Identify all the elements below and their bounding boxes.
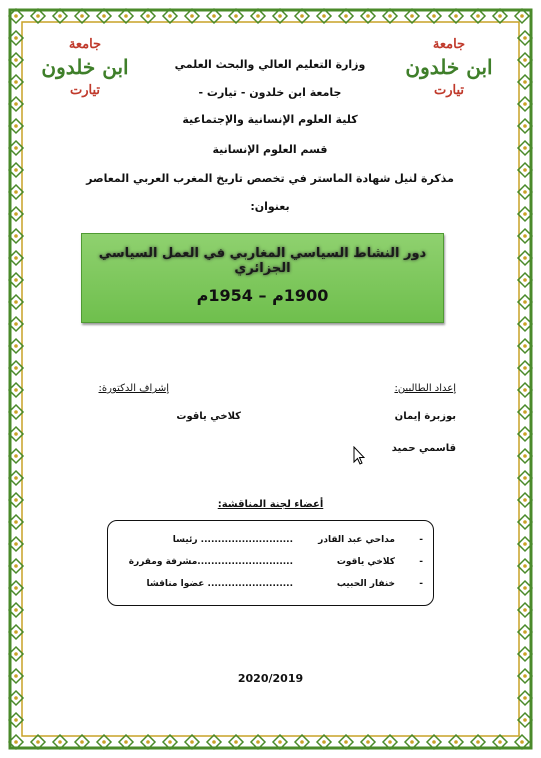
member-role: ............................مشرفة ومقررة xyxy=(128,557,293,567)
border-dot xyxy=(256,740,260,744)
border-dot xyxy=(523,234,527,238)
border-dot xyxy=(523,388,527,392)
border-dot xyxy=(454,14,458,18)
border-dot xyxy=(410,740,414,744)
border-dot xyxy=(14,344,18,348)
member-name: كلاخي ياقوت xyxy=(336,557,395,567)
logo-line-1: جامعة xyxy=(432,37,466,52)
border-dot xyxy=(190,14,194,18)
border-dot xyxy=(14,278,18,282)
border-dot xyxy=(36,740,40,744)
border-dot xyxy=(523,366,527,370)
member-name: خنفار الحبيب xyxy=(336,579,395,589)
border-dot xyxy=(14,366,18,370)
committee-row xyxy=(108,579,433,595)
academic-year: 2020/2019 xyxy=(237,672,304,685)
border-dot xyxy=(14,146,18,150)
border-dot xyxy=(523,520,527,524)
border-dot xyxy=(523,718,527,722)
border-dot xyxy=(523,300,527,304)
logo-line-1: جامعة xyxy=(68,37,102,52)
border-dot xyxy=(520,14,524,18)
border-dot xyxy=(14,256,18,260)
university-name: جامعة ابن خلدون - تيارت - xyxy=(198,86,342,99)
committee-box xyxy=(107,520,434,606)
border-dot xyxy=(498,740,502,744)
border-dot xyxy=(80,740,84,744)
border-dot xyxy=(256,14,260,18)
border-dot xyxy=(523,256,527,260)
border-dot xyxy=(168,14,172,18)
border-dot xyxy=(146,14,150,18)
border-dot xyxy=(523,432,527,436)
border-dot xyxy=(102,14,106,18)
row-dash: - xyxy=(419,535,423,545)
border-dot xyxy=(14,432,18,436)
border-dot xyxy=(523,36,527,40)
member-name: مداحي عبد القادر xyxy=(318,535,395,545)
border-dot xyxy=(523,212,527,216)
thesis-title: دور النشاط السياسي المغاربي في العمل السياسي الجزائري xyxy=(98,246,427,276)
border-dot xyxy=(344,740,348,744)
logo-line-2: ابن خلدون xyxy=(405,55,493,79)
border-dot xyxy=(523,146,527,150)
border-dot xyxy=(212,740,216,744)
border-dot xyxy=(14,234,18,238)
border-dot xyxy=(523,190,527,194)
border-dot xyxy=(14,212,18,216)
border-dot xyxy=(523,630,527,634)
student-name-2: قاسمي حميد xyxy=(391,443,456,454)
border-dot xyxy=(14,190,18,194)
border-dot xyxy=(523,80,527,84)
border-dot xyxy=(523,124,527,128)
thesis-title-box xyxy=(81,233,444,323)
border-dot xyxy=(388,740,392,744)
border-dot xyxy=(322,740,326,744)
committee-label: أعضاء لجنة المناقشة: xyxy=(217,499,324,510)
border-dot xyxy=(344,14,348,18)
border-dot xyxy=(523,58,527,62)
member-role: ........................... رئيسا xyxy=(172,535,293,545)
border-dot xyxy=(366,14,370,18)
border-dot xyxy=(278,740,282,744)
border-dot xyxy=(454,740,458,744)
border-dot xyxy=(14,740,18,744)
border-dot xyxy=(14,454,18,458)
border-dot xyxy=(124,14,128,18)
border-dot xyxy=(278,14,282,18)
border-dot xyxy=(388,14,392,18)
border-dot xyxy=(36,14,40,18)
border-dot xyxy=(523,454,527,458)
border-dot xyxy=(14,14,18,18)
border-dot xyxy=(523,564,527,568)
memo-description: مذكرة لنيل شهادة الماستر في تخصص تاريخ المغرب العربي المعاصر xyxy=(86,172,454,185)
logo-line-3: تيارت xyxy=(69,83,101,98)
border-dot xyxy=(432,14,436,18)
border-dot xyxy=(300,14,304,18)
supervisor-label: إشراف الدكتورة: xyxy=(98,383,169,394)
border-dot xyxy=(14,542,18,546)
border-dot xyxy=(14,168,18,172)
border-dot xyxy=(14,388,18,392)
border-dot xyxy=(523,542,527,546)
title-label: بعنوان: xyxy=(250,200,290,213)
border-dot xyxy=(14,102,18,106)
border-dot xyxy=(14,564,18,568)
border-dot xyxy=(523,168,527,172)
supervisor-name: كلاخي ياقوت xyxy=(176,411,241,422)
border-dot xyxy=(322,14,326,18)
thesis-period: 1900م – 1954م xyxy=(196,286,329,305)
border-dot xyxy=(146,740,150,744)
logo-line-3: تيارت xyxy=(433,83,465,98)
border-dot xyxy=(14,58,18,62)
border-dot xyxy=(523,476,527,480)
border-dot xyxy=(523,652,527,656)
row-dash: - xyxy=(419,557,423,567)
border-dot xyxy=(124,740,128,744)
department-name: قسم العلوم الإنسانية xyxy=(212,143,328,156)
border-dot xyxy=(14,652,18,656)
border-dot xyxy=(14,36,18,40)
member-role: ......................... عضوا مناقشا xyxy=(146,579,293,589)
border-dot xyxy=(432,740,436,744)
committee-row xyxy=(108,535,433,551)
border-dot xyxy=(14,476,18,480)
border-dot xyxy=(523,586,527,590)
border-dot xyxy=(58,14,62,18)
border-dot xyxy=(58,740,62,744)
row-dash: - xyxy=(419,579,423,589)
border-dot xyxy=(190,740,194,744)
border-dot xyxy=(14,80,18,84)
border-dot xyxy=(14,696,18,700)
border-dot xyxy=(410,14,414,18)
border-dot xyxy=(523,344,527,348)
border-dot xyxy=(498,14,502,18)
border-dot xyxy=(168,740,172,744)
border-dot xyxy=(80,14,84,18)
border-dot xyxy=(300,740,304,744)
border-dot xyxy=(102,740,106,744)
border-dot xyxy=(14,586,18,590)
border-dot xyxy=(523,322,527,326)
border-dot xyxy=(212,14,216,18)
student-name-1: بوزبرة إيمان xyxy=(394,411,456,422)
students-label: إعداد الطالبين: xyxy=(394,383,456,394)
border-dot xyxy=(234,14,238,18)
border-dot xyxy=(523,410,527,414)
border-dot xyxy=(14,322,18,326)
ministry-name: وزارة التعليم العالي والبحث العلمي xyxy=(174,58,366,71)
border-dot xyxy=(14,608,18,612)
faculty-name: كلية العلوم الإنسانية والإجتماعية xyxy=(182,113,358,126)
border-dot xyxy=(234,740,238,744)
border-dot xyxy=(14,124,18,128)
border-dot xyxy=(366,740,370,744)
mouse-cursor-icon xyxy=(353,446,365,466)
border-dot xyxy=(523,102,527,106)
border-dot xyxy=(14,718,18,722)
border-dot xyxy=(476,14,480,18)
border-dot xyxy=(14,520,18,524)
border-dot xyxy=(523,608,527,612)
border-dot xyxy=(520,740,524,744)
logo-line-2: ابن خلدون xyxy=(41,55,129,79)
committee-row xyxy=(108,557,433,573)
border-dot xyxy=(523,696,527,700)
border-dot xyxy=(14,630,18,634)
border-dot xyxy=(523,278,527,282)
border-dot xyxy=(14,410,18,414)
border-dot xyxy=(476,740,480,744)
border-dot xyxy=(14,300,18,304)
